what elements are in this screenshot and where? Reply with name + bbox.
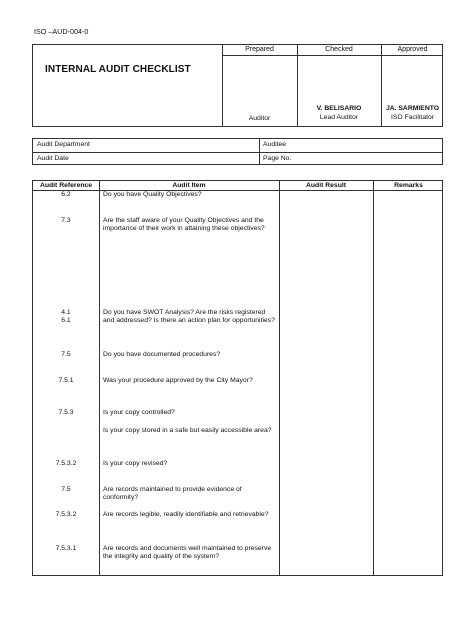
prepared-role: Auditor bbox=[248, 115, 271, 122]
checked-role: Lead Auditor bbox=[319, 114, 359, 121]
approved-role: ISO Facilitator bbox=[390, 114, 435, 121]
audit-department-label: Audit Department bbox=[37, 141, 90, 148]
item-header: Audit Item bbox=[172, 182, 206, 189]
row-item: Is your copy stored in a safe but easily accessible area? bbox=[103, 427, 272, 434]
audit-date-label: Audit Date bbox=[37, 155, 69, 162]
row-item: Are records maintained to provide evidence of conformity? bbox=[103, 486, 242, 502]
divider bbox=[99, 181, 100, 575]
row-item: Do you have documented procedures? bbox=[103, 351, 221, 358]
row-reference: 7.3 bbox=[61, 217, 71, 224]
row-reference: 7.5 bbox=[61, 486, 71, 493]
row-reference: 7.5.3 bbox=[58, 409, 74, 416]
row-item: Was your procedure approved by the City Mayor? bbox=[103, 377, 253, 384]
row-item: Do you have SWOT Analysis? Are the risks registered and addressed? Is there an action plan for opportunities? bbox=[103, 309, 275, 325]
row-item: Is your copy controlled? bbox=[103, 409, 175, 416]
document-title: INTERNAL AUDIT CHECKLIST bbox=[45, 64, 191, 75]
row-reference: 7.5.3.2 bbox=[55, 511, 77, 518]
row-reference: 7.5.3.2 bbox=[55, 460, 77, 467]
approved-name: JA. SARMIENTO bbox=[385, 105, 440, 112]
row-item: Are records legible, readily identifiable and retrievable? bbox=[103, 511, 269, 518]
divider bbox=[279, 181, 280, 575]
row-item: Are the staff aware of your Quality Objectives and the importance of their work in attaining these objectives? bbox=[103, 217, 265, 233]
prepared-header: Prepared bbox=[245, 46, 274, 53]
divider bbox=[373, 181, 374, 575]
result-header: Audit Result bbox=[305, 182, 347, 189]
auditee-label: Auditee bbox=[263, 141, 287, 148]
row-item: Do you have Quality Objectives? bbox=[103, 191, 202, 198]
row-reference: 7.5.3.1 bbox=[55, 545, 77, 552]
row-reference: 4.1 6.1 bbox=[61, 309, 71, 324]
row-reference: 7.5.1 bbox=[58, 377, 74, 384]
row-item: Are records and documents well maintained to preserve the integrity and quality of the system? bbox=[103, 545, 272, 561]
audit-info-table bbox=[32, 138, 443, 165]
approved-header: Approved bbox=[397, 46, 428, 53]
reference-header: Audit Reference bbox=[39, 182, 93, 189]
divider bbox=[222, 55, 442, 56]
divider bbox=[222, 45, 223, 126]
document-code: ISO –AUD-004-0 bbox=[34, 27, 89, 36]
checked-header: Checked bbox=[325, 46, 353, 53]
row-reference: 6.2 bbox=[61, 191, 71, 198]
row-item: Is your copy revised? bbox=[103, 460, 168, 467]
checked-name: V. BELISARIO bbox=[316, 105, 362, 112]
checklist-table bbox=[32, 180, 443, 576]
remarks-header: Remarks bbox=[394, 182, 423, 189]
row-reference: 7.5 bbox=[61, 351, 71, 358]
divider bbox=[33, 152, 442, 153]
page-no-label: Page No. bbox=[263, 155, 292, 162]
header-block bbox=[32, 44, 443, 127]
